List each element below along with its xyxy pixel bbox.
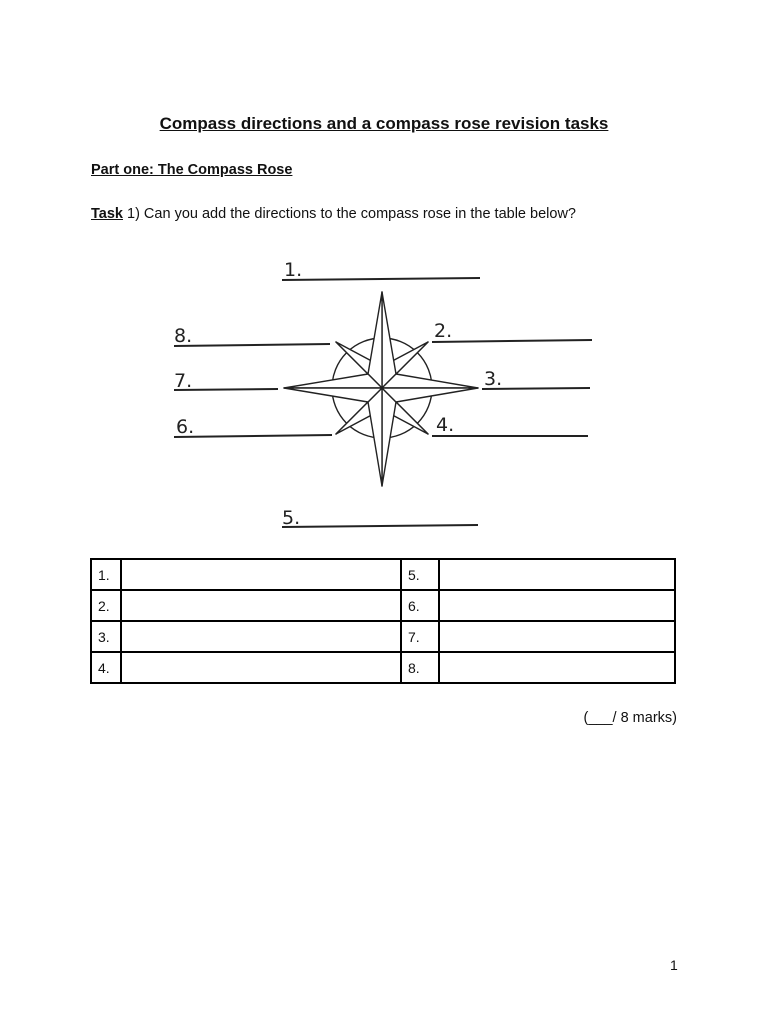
answer-table — [90, 558, 676, 684]
answer-cell[interactable] — [121, 559, 401, 590]
answer-line-6 — [174, 435, 332, 437]
task-text: 1) Can you add the directions to the compass rose in the table below? — [122, 206, 576, 222]
row-number: 8. — [401, 652, 439, 683]
row-number: 1. — [91, 559, 121, 590]
compass-rose-drawing — [160, 250, 610, 540]
answer-cell[interactable] — [439, 559, 675, 590]
figure-label-1: 1. — [284, 259, 303, 281]
table-row — [91, 590, 675, 621]
row-number: 7. — [401, 621, 439, 652]
marks-total: (___/ 8 marks) — [583, 710, 677, 726]
answer-cell[interactable] — [439, 652, 675, 683]
row-number: 5. — [401, 559, 439, 590]
answer-line-5 — [282, 525, 478, 527]
row-number: 2. — [91, 590, 121, 621]
table-row — [91, 652, 675, 683]
row-number: 4. — [91, 652, 121, 683]
answer-line-8 — [174, 344, 330, 346]
document-title: Compass directions and a compass rose revision tasks — [159, 114, 609, 133]
row-number: 3. — [91, 621, 121, 652]
task-instruction — [91, 206, 576, 222]
answer-line-1 — [282, 278, 480, 280]
figure-label-2: 2. — [434, 320, 453, 342]
table-row — [91, 621, 675, 652]
part-heading: Part one: The Compass Rose — [91, 162, 293, 178]
figure-label-5: 5. — [282, 507, 301, 529]
row-number: 6. — [401, 590, 439, 621]
answer-cell[interactable] — [121, 652, 401, 683]
figure-label-6: 6. — [176, 416, 195, 438]
figure-label-8: 8. — [174, 325, 193, 347]
table-row — [91, 559, 675, 590]
page-number: 1 — [670, 957, 678, 973]
figure-label-4: 4. — [436, 414, 455, 436]
compass-rose-figure — [160, 250, 610, 540]
answer-cell[interactable] — [121, 590, 401, 621]
answer-cell[interactable] — [439, 621, 675, 652]
figure-label-3: 3. — [484, 368, 503, 390]
task-label: Task — [91, 206, 123, 222]
figure-label-7: 7. — [174, 370, 193, 392]
answer-cell[interactable] — [121, 621, 401, 652]
answer-line-2 — [432, 340, 592, 342]
answer-cell[interactable] — [439, 590, 675, 621]
